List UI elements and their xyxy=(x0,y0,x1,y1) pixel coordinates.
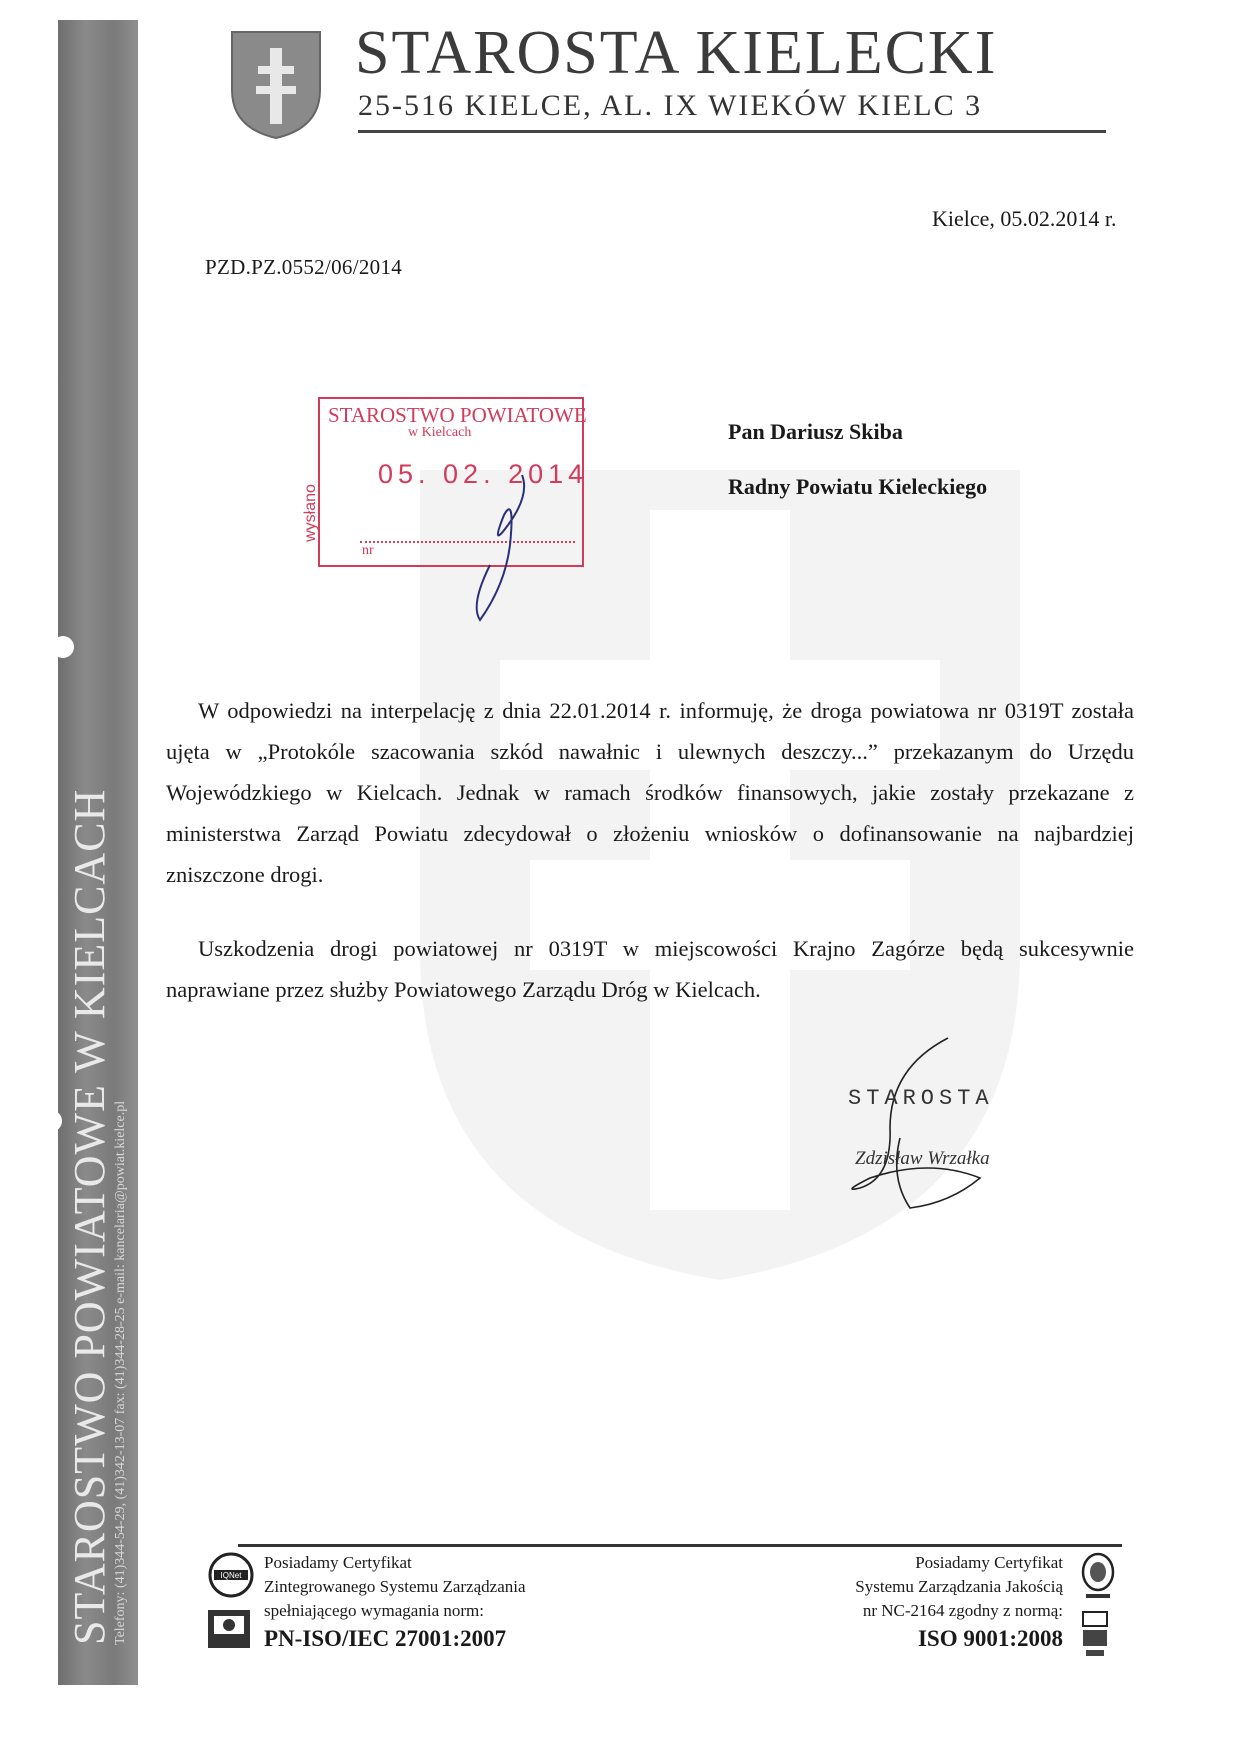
header-address: 25-516 KIELCE, AL. IX WIEKÓW KIELC 3 xyxy=(358,89,983,122)
stamp-side-label: wysłano xyxy=(302,484,319,542)
side-band-text xyxy=(58,20,138,1685)
dispatch-stamp xyxy=(302,397,589,567)
certificate-seal-icon xyxy=(1080,1552,1116,1602)
footer-left-line: Posiadamy Certyfikat xyxy=(264,1553,412,1572)
date-line: Kielce, 05.02.2014 r. xyxy=(932,206,1117,231)
coat-of-arms-icon xyxy=(228,28,324,140)
footer-right-line: Systemu Zarządzania Jakością xyxy=(855,1577,1063,1596)
recipient-name: Pan Dariusz Skiba xyxy=(728,419,903,444)
footer-divider xyxy=(238,1544,1122,1547)
stamp-nr-label: nr xyxy=(362,543,374,558)
handwritten-signature-mark xyxy=(830,1028,1000,1218)
body-paragraph: W odpowiedzi na interpelację z dnia 22.01.2014 r. informuję, że droga powiatowa nr 0319T została ujęta w „Protokóle szacowania szkód nawałnic i ulewnych deszczy...” przekazanym do Urzędu Wojewódzkiego w Kielcach. Jednak w ramach środków finansowych, jakie zostały przekazane z ministerstwa Zarząd Powiatu zdecydował o złożeniu wniosków o dofinansowanie na najbardziej zniszczone drogi. xyxy=(166,698,1134,887)
body-paragraph: Uszkodzenia drogi powiatowej nr 0319T w miejscowości Krajno Zagórze będą sukcesywnie naprawiane przez służby Powiatowego Zarządu Dróg w Kielcach. xyxy=(166,936,1134,1002)
footer-right-line: nr NC-2164 zgodny z normą: xyxy=(862,1601,1063,1620)
signature-title: STAROSTA xyxy=(848,1086,994,1111)
svg-text:IQNet: IQNet xyxy=(220,1571,242,1580)
reference-number: PZD.PZ.0552/06/2014 xyxy=(205,255,403,279)
stamp-signature-mark xyxy=(460,455,540,625)
pca-icon xyxy=(1080,1610,1110,1660)
header-divider xyxy=(358,130,1106,133)
pca-icon xyxy=(206,1608,252,1650)
iqnet-icon xyxy=(208,1552,254,1598)
side-band-contact: Telefony: (41)344-54-29, (41)342-13-07 fax: (41)344-28-25 e-mail: kancelaria@powiat.kielce.pl xyxy=(113,1100,128,1645)
footer-right-standard: ISO 9001:2008 xyxy=(917,1626,1063,1651)
footer-right-line: Posiadamy Certyfikat xyxy=(915,1553,1063,1572)
punch-hole xyxy=(40,1110,62,1132)
side-band-title: STAROSTWO POWIATOWE W KIELCACH xyxy=(65,788,114,1645)
stamp-date: 05. 02. 2014 xyxy=(378,459,589,489)
footer-left-line: spełniającego wymagania norm: xyxy=(264,1601,484,1620)
side-band xyxy=(58,20,138,1685)
recipient-role: Radny Powiatu Kieleckiego xyxy=(728,474,988,499)
footer-left-standard: PN-ISO/IEC 27001:2007 xyxy=(264,1626,507,1651)
footer-left-line: Zintegrowanego Systemu Zarządzania xyxy=(264,1577,526,1596)
signature-name: Zdzisław Wrzałka xyxy=(855,1148,990,1169)
stamp-title: STAROSTWO POWIATOWE xyxy=(328,403,587,427)
header-title: STAROSTA KIELECKI xyxy=(355,19,998,87)
stamp-city: w Kielcach xyxy=(408,425,472,440)
punch-hole xyxy=(52,636,74,658)
